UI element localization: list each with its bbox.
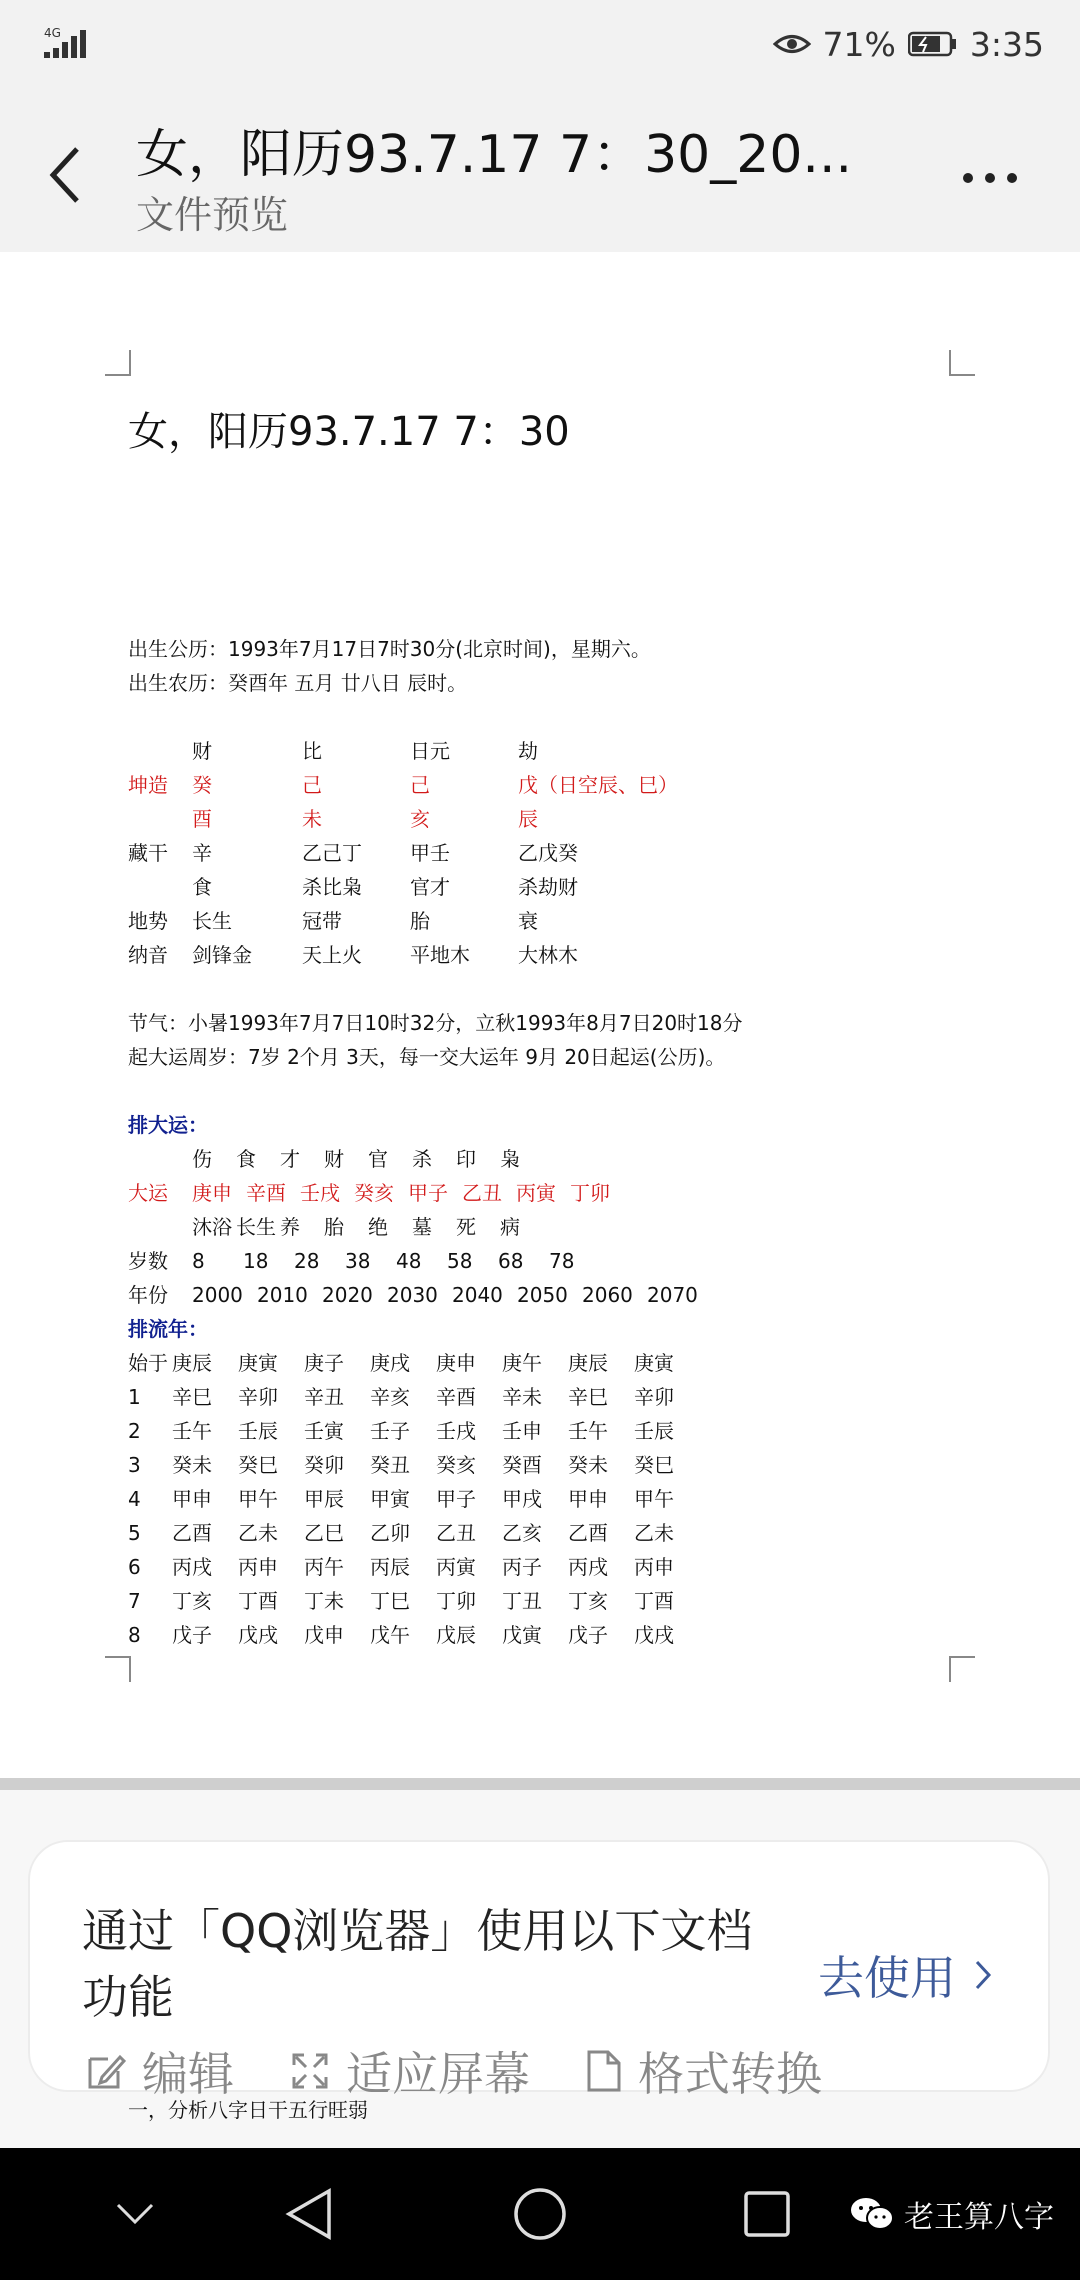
dayun-pillar-cell: 辛酉 <box>246 1181 286 1205</box>
document-icon <box>586 2049 622 2093</box>
row-label: 纳音 <box>128 943 168 967</box>
fit-screen-label: 适应屏幕 <box>346 2047 530 2101</box>
liunian-cell: 甲辰 <box>304 1487 344 1511</box>
hide-nav-button[interactable] <box>100 2184 170 2244</box>
dayun-age-cell: 78 <box>549 1249 575 1273</box>
row-label: 地势 <box>128 909 168 933</box>
liunian-cell: 癸丑 <box>370 1453 410 1477</box>
liunian-cell: 戊寅 <box>502 1623 542 1647</box>
pillar-cell: 冠带 <box>302 909 342 933</box>
qiyun-line: 起大运周岁：7岁 2个月 3天，每一交大运年 9月 20日起运(公历)。 <box>128 1045 726 1069</box>
liunian-cell: 丁酉 <box>238 1589 278 1613</box>
more-dot-icon <box>985 173 995 183</box>
dayun-shishen-cell: 财 <box>324 1147 344 1171</box>
dayun-year-cell: 2040 <box>452 1283 503 1307</box>
liunian-row <box>128 1414 948 1448</box>
chevron-right-icon <box>974 1959 992 1991</box>
liunian-cell: 辛卯 <box>238 1385 278 1409</box>
liunian-cell: 壬辰 <box>238 1419 278 1443</box>
pillar-cell: 比 <box>302 739 322 763</box>
liunian-cell: 乙亥 <box>502 1521 542 1545</box>
liunian-cell: 戊午 <box>370 1623 410 1647</box>
liunian-cell: 乙未 <box>634 1521 674 1545</box>
liunian-cell: 丙午 <box>304 1555 344 1579</box>
fit-screen-icon <box>290 2051 330 2091</box>
jieqi-line: 节气：小暑1993年7月7日10时32分，立秋1993年8月7日20时18分 <box>128 1011 743 1035</box>
liunian-cell: 庚寅 <box>238 1351 278 1375</box>
go-use-label: 去使用 <box>818 1951 956 2005</box>
app-bar <box>0 90 1080 252</box>
liunian-cell: 庚午 <box>502 1351 542 1375</box>
liunian-cell: 甲寅 <box>370 1487 410 1511</box>
format-convert-action[interactable] <box>586 2038 822 2104</box>
liunian-cell: 丙辰 <box>370 1555 410 1579</box>
nayin-row <box>128 938 948 972</box>
liunian-cell: 戊戌 <box>634 1623 674 1647</box>
pillar-cell: 辰 <box>518 807 538 831</box>
dayun-age-cell: 68 <box>498 1249 524 1273</box>
fit-screen-action[interactable] <box>290 2038 530 2104</box>
dayun-state-cell: 胎 <box>324 1215 344 1239</box>
document-title: 女，阳历93.7.17 7：30_20... <box>136 125 853 185</box>
liunian-row-number: 5 <box>128 1521 141 1545</box>
pillar-cell: 剑锋金 <box>192 943 252 967</box>
liunian-cell: 庚申 <box>436 1351 476 1375</box>
more-dot-icon <box>1007 173 1017 183</box>
dayun-age-cell: 38 <box>345 1249 371 1273</box>
dayun-year-cell: 2070 <box>647 1283 698 1307</box>
clock-time: 3:35 <box>969 24 1044 64</box>
pillar-stems-row <box>128 768 948 802</box>
pillar-cell: 乙戊癸 <box>518 841 578 865</box>
liunian-cell: 癸未 <box>172 1453 212 1477</box>
liunian-cell: 甲午 <box>238 1487 278 1511</box>
pillar-cell: 天上火 <box>302 943 362 967</box>
edit-icon <box>86 2051 126 2091</box>
canggan-row <box>128 836 948 870</box>
page-corner-mark <box>949 350 975 376</box>
pillar-cell: 甲壬 <box>410 841 450 865</box>
liunian-cell: 戊子 <box>568 1623 608 1647</box>
liunian-cell: 戊子 <box>172 1623 212 1647</box>
status-bar <box>0 0 1080 90</box>
liunian-cell: 辛亥 <box>370 1385 410 1409</box>
liunian-cell: 庚辰 <box>172 1351 212 1375</box>
birth-solar: 出生公历：1993年7月17日7时30分(北京时间)，星期六。 <box>128 637 651 661</box>
row-label: 坤造 <box>128 773 168 797</box>
dayun-pillar-cell: 丙寅 <box>516 1181 556 1205</box>
dayun-year-cell: 2060 <box>582 1283 633 1307</box>
dayun-year-cell: 2000 <box>192 1283 243 1307</box>
liunian-cell: 壬午 <box>568 1419 608 1443</box>
liunian-cell: 乙酉 <box>568 1521 608 1545</box>
pillar-cell: 未 <box>302 807 322 831</box>
liunian-cell: 丙戌 <box>172 1555 212 1579</box>
more-options-button[interactable] <box>950 148 1030 208</box>
liunian-table <box>128 1380 948 1652</box>
liunian-cell: 庚戌 <box>370 1351 410 1375</box>
liunian-cell: 丁未 <box>304 1589 344 1613</box>
pillar-cell: 辛 <box>192 841 212 865</box>
signal-icon <box>44 24 100 62</box>
liunian-cell: 庚寅 <box>634 1351 674 1375</box>
liunian-cell: 甲申 <box>568 1487 608 1511</box>
liunian-cell: 壬戌 <box>436 1419 476 1443</box>
document-subtitle: 文件预览 <box>136 193 289 237</box>
liunian-heading: 排流年： <box>128 1317 208 1341</box>
liunian-row <box>128 1448 948 1482</box>
liunian-cell: 甲戌 <box>502 1487 542 1511</box>
liunian-cell: 乙巳 <box>304 1521 344 1545</box>
eye-comfort-icon <box>773 31 811 57</box>
liunian-cell: 壬辰 <box>634 1419 674 1443</box>
dayun-shishen-cell: 食 <box>236 1147 256 1171</box>
dayun-state-cell: 死 <box>456 1215 476 1239</box>
liunian-cell: 戊辰 <box>436 1623 476 1647</box>
dayun-ages-row <box>128 1244 948 1278</box>
pillar-branches-row <box>128 802 948 836</box>
liunian-row-number: 4 <box>128 1487 141 1511</box>
dayun-shishen-cell: 杀 <box>412 1147 432 1171</box>
liunian-cell: 甲午 <box>634 1487 674 1511</box>
status-indicators <box>773 22 1044 66</box>
pillar-cell: 亥 <box>410 807 430 831</box>
liunian-cell: 丁酉 <box>634 1589 674 1613</box>
dayun-pillar-cell: 乙丑 <box>462 1181 502 1205</box>
page-corner-mark <box>105 350 131 376</box>
pillar-cell: 酉 <box>192 807 212 831</box>
liunian-cell: 丁巳 <box>370 1589 410 1613</box>
liunian-row <box>128 1550 948 1584</box>
liunian-row-number: 2 <box>128 1419 141 1443</box>
dayun-shishen-cell: 印 <box>456 1147 476 1171</box>
birth-lunar: 出生农历：癸酉年 五月 廿八日 辰时。 <box>128 671 468 695</box>
pillar-cell: 己 <box>302 773 322 797</box>
document-body <box>128 632 948 1652</box>
dayun-state-cell: 病 <box>500 1215 520 1239</box>
liunian-cell: 壬子 <box>370 1419 410 1443</box>
dayun-pillar-cell: 甲子 <box>408 1181 448 1205</box>
edit-action[interactable] <box>86 2038 234 2104</box>
liunian-cell: 丁卯 <box>436 1589 476 1613</box>
pillar-cell: 财 <box>192 739 212 763</box>
liunian-cell: 丁丑 <box>502 1589 542 1613</box>
liunian-cell: 辛卯 <box>634 1385 674 1409</box>
network-type: 4G <box>44 26 61 40</box>
page-divider <box>0 1778 1080 1790</box>
pillar-cell: 平地木 <box>410 943 470 967</box>
dayun-age-cell: 8 <box>192 1249 205 1273</box>
nav-back-button[interactable] <box>274 2184 344 2244</box>
liunian-row <box>128 1380 948 1414</box>
promo-text: 通过「QQ浏览器」使用以下文档功能 <box>82 1904 753 2024</box>
liunian-cell: 庚辰 <box>568 1351 608 1375</box>
liunian-row-number: 3 <box>128 1453 141 1477</box>
dayun-state-cell: 沐浴 <box>192 1215 232 1239</box>
back-button[interactable] <box>30 130 100 220</box>
liunian-cell: 丁亥 <box>568 1589 608 1613</box>
row-label: 始于 <box>128 1351 168 1375</box>
watermark <box>850 2192 1054 2236</box>
liunian-cell: 壬申 <box>502 1419 542 1443</box>
pillar-cell: 大林木 <box>518 943 578 967</box>
pillar-cell: 日元 <box>410 739 450 763</box>
dayun-age-cell: 48 <box>396 1249 422 1273</box>
dayun-age-cell: 18 <box>243 1249 269 1273</box>
watermark-text: 老王算八字 <box>904 2200 1054 2235</box>
battery-percent: 71% <box>822 24 896 64</box>
liunian-cell: 乙酉 <box>172 1521 212 1545</box>
dayun-year-cell: 2020 <box>322 1283 373 1307</box>
dayun-heading: 排大运： <box>128 1113 208 1137</box>
liunian-row <box>128 1618 948 1652</box>
liunian-cell: 辛未 <box>502 1385 542 1409</box>
nav-recents-button[interactable] <box>732 2184 802 2244</box>
next-page-text: 一，分析八字日干五行旺弱 <box>128 2098 368 2122</box>
format-convert-label: 格式转换 <box>638 2047 822 2101</box>
dayun-states-row <box>128 1210 948 1244</box>
dayun-year-cell: 2050 <box>517 1283 568 1307</box>
dayun-shishen-cell: 官 <box>368 1147 388 1171</box>
liunian-cell: 戊戌 <box>238 1623 278 1647</box>
dayun-pillar-cell: 癸亥 <box>354 1181 394 1205</box>
liunian-row-number: 1 <box>128 1385 141 1409</box>
page-heading: 女，阳历93.7.17 7：30 <box>128 409 570 455</box>
liunian-row <box>128 1482 948 1516</box>
pillar-cell: 杀比枭 <box>302 875 362 899</box>
system-nav-bar <box>0 2148 1080 2280</box>
edit-label: 编辑 <box>142 2047 234 2101</box>
row-label: 藏干 <box>128 841 168 865</box>
page-corner-mark <box>105 1656 131 1682</box>
qq-browser-promo-card <box>28 1840 1050 2101</box>
pillar-cell: 癸 <box>192 773 212 797</box>
liunian-cell: 甲申 <box>172 1487 212 1511</box>
pillar-cell: 官才 <box>410 875 450 899</box>
liunian-cell: 庚子 <box>304 1351 344 1375</box>
dayun-age-cell: 58 <box>447 1249 473 1273</box>
liunian-cell: 癸亥 <box>436 1453 476 1477</box>
liunian-row <box>128 1516 948 1550</box>
liunian-cell: 丙申 <box>238 1555 278 1579</box>
liunian-cell: 乙卯 <box>370 1521 410 1545</box>
liunian-cell: 丁亥 <box>172 1589 212 1613</box>
nav-home-button[interactable] <box>505 2184 575 2244</box>
dayun-shishen-cell: 伤 <box>192 1147 212 1171</box>
row-label: 岁数 <box>128 1249 168 1273</box>
pillar-shishen-row <box>128 734 948 768</box>
dayun-pillar-cell: 丁卯 <box>570 1181 610 1205</box>
liunian-cell: 辛巳 <box>172 1385 212 1409</box>
liunian-cell: 丙子 <box>502 1555 542 1579</box>
liunian-cell: 甲子 <box>436 1487 476 1511</box>
dayun-state-cell: 绝 <box>368 1215 388 1239</box>
liunian-cell: 辛巳 <box>568 1385 608 1409</box>
liunian-cell: 壬寅 <box>304 1419 344 1443</box>
triangle-back-icon <box>285 2187 333 2241</box>
liunian-cell: 癸巳 <box>238 1453 278 1477</box>
liunian-row-number: 6 <box>128 1555 141 1579</box>
liunian-cell: 癸酉 <box>502 1453 542 1477</box>
dayun-age-cell: 28 <box>294 1249 320 1273</box>
wechat-icon <box>850 2196 894 2232</box>
liunian-cell: 癸巳 <box>634 1453 674 1477</box>
dayun-state-cell: 墓 <box>412 1215 432 1239</box>
dayun-year-cell: 2010 <box>257 1283 308 1307</box>
dayun-pillars-row <box>128 1176 948 1210</box>
dayun-shishen-cell: 枭 <box>500 1147 520 1171</box>
pillar-cell: 乙己丁 <box>302 841 362 865</box>
liunian-cell: 丙申 <box>634 1555 674 1579</box>
battery-icon <box>908 31 958 57</box>
dishi-row <box>128 904 948 938</box>
pillar-cell: 劫 <box>518 739 538 763</box>
liunian-cell: 辛酉 <box>436 1385 476 1409</box>
dayun-pillar-cell: 壬戌 <box>300 1181 340 1205</box>
dayun-shishen-cell: 才 <box>280 1147 300 1171</box>
liunian-cell: 癸卯 <box>304 1453 344 1477</box>
pillar-cell: 食 <box>192 875 212 899</box>
pillar-cell: 胎 <box>410 909 430 933</box>
promo-actions <box>86 2038 822 2104</box>
go-use-button[interactable] <box>818 1942 992 2008</box>
pillar-cell: 己 <box>410 773 430 797</box>
document-page[interactable] <box>0 252 1080 1778</box>
dayun-state-cell: 长生 <box>236 1215 276 1239</box>
chevron-left-icon <box>45 145 85 205</box>
liunian-cell: 壬午 <box>172 1419 212 1443</box>
liunian-cell: 丙戌 <box>568 1555 608 1579</box>
liunian-row-number: 8 <box>128 1623 141 1647</box>
liunian-row-number: 7 <box>128 1589 141 1613</box>
canggan-shishen-row <box>128 870 948 904</box>
circle-home-icon <box>513 2187 567 2241</box>
dayun-year-cell: 2030 <box>387 1283 438 1307</box>
pillar-cell: 戊（日空辰、巳） <box>518 773 678 797</box>
liunian-row <box>128 1584 948 1618</box>
liunian-cell: 癸未 <box>568 1453 608 1477</box>
pillar-cell: 杀劫财 <box>518 875 578 899</box>
liunian-cell: 乙未 <box>238 1521 278 1545</box>
dayun-shishen-row <box>128 1142 948 1176</box>
row-label: 大运 <box>128 1181 168 1205</box>
page-corner-mark <box>949 1656 975 1682</box>
liunian-cell: 乙丑 <box>436 1521 476 1545</box>
dayun-years-row <box>128 1278 948 1312</box>
liunian-cell: 辛丑 <box>304 1385 344 1409</box>
more-dot-icon <box>963 173 973 183</box>
row-label: 年份 <box>128 1283 168 1307</box>
pillar-cell: 衰 <box>518 909 538 933</box>
square-recents-icon <box>743 2190 791 2238</box>
liunian-cell: 戊申 <box>304 1623 344 1647</box>
dayun-state-cell: 养 <box>280 1215 300 1239</box>
pillar-cell: 长生 <box>192 909 232 933</box>
liunian-cell: 丙寅 <box>436 1555 476 1579</box>
chevron-down-icon <box>115 2202 155 2226</box>
dayun-pillar-cell: 庚申 <box>192 1181 232 1205</box>
liunian-start-row <box>128 1346 948 1380</box>
